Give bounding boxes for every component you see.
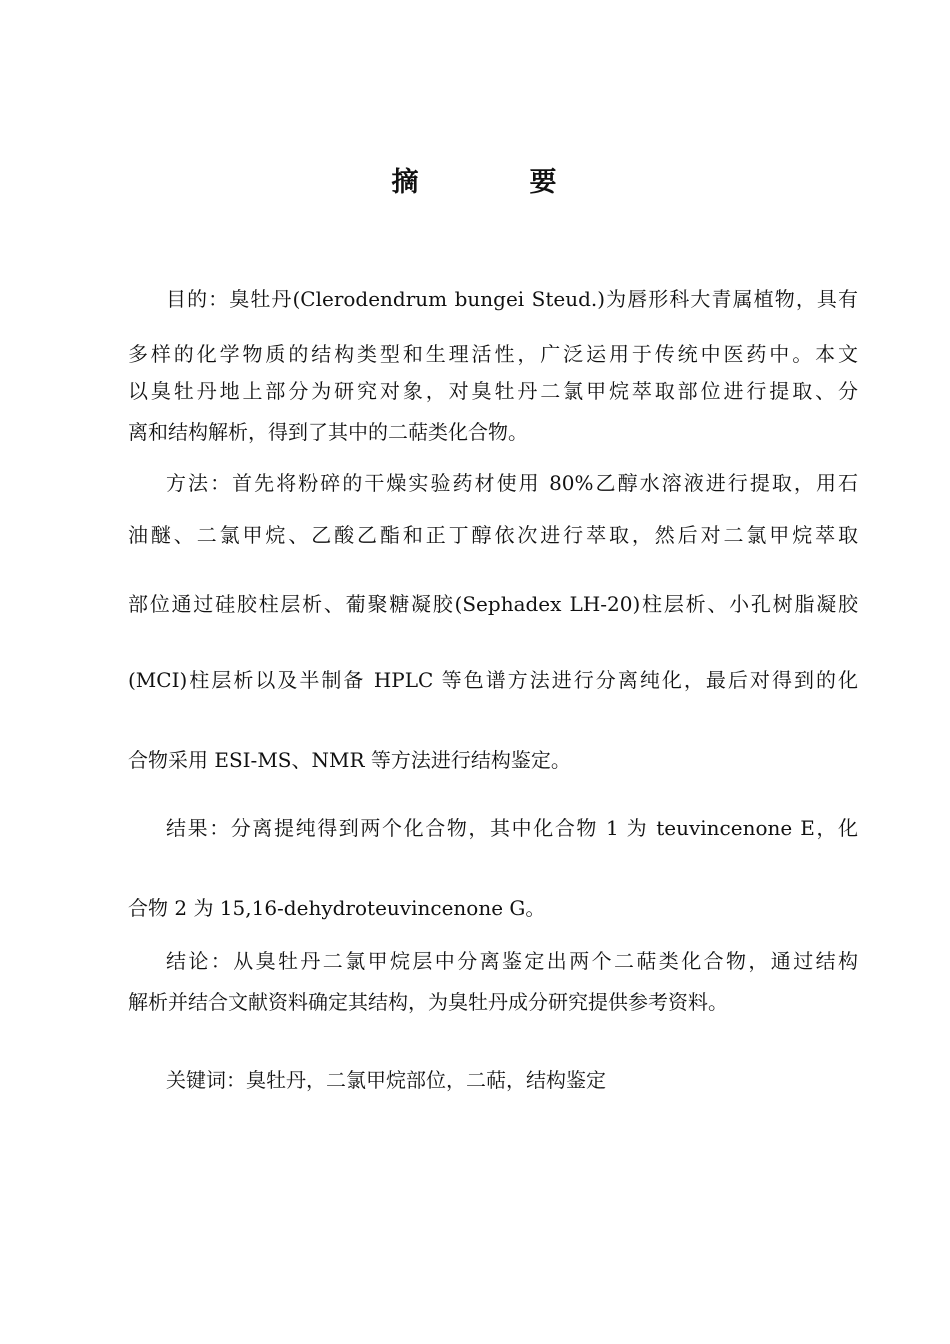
keywords-line [166, 1066, 858, 1094]
conclusion-line-2: 解析并结合文献资料确定其结构，为臭牡丹成分研究提供参考资料。 [128, 990, 728, 1014]
page-title: 摘 要 [391, 167, 599, 198]
method-line-4: (MCI)柱层析以及半制备 HPLC 等色谱方法进行分离纯化，最后对得到的化 [128, 668, 858, 692]
method-line-3: 部位通过硅胶柱层析、葡聚糖凝胶(Sephadex LH-20)柱层析、小孔树脂凝胶 [128, 592, 858, 616]
purpose-line-2: 多样的化学物质的结构类型和生理活性，广泛运用于传统中医药中。本文 [128, 342, 858, 366]
result-line-2: 合物 2 为 15,16-dehydroteuvincenone G。 [128, 896, 546, 920]
result-line-1: 结果：分离提纯得到两个化合物，其中化合物 1 为 teuvincenone E，化 [166, 816, 858, 840]
conclusion-line-1: 结论：从臭牡丹二氯甲烷层中分离鉴定出两个二萜类化合物，通过结构 [166, 949, 858, 973]
purpose-line-3: 以臭牡丹地上部分为研究对象，对臭牡丹二氯甲烷萃取部位进行提取、分 [128, 379, 858, 403]
method-line-2: 油醚、二氯甲烷、乙酸乙酯和正丁醇依次进行萃取，然后对二氯甲烷萃取 [128, 523, 858, 547]
method-line-5: 合物采用 ESI-MS、NMR 等方法进行结构鉴定。 [128, 748, 571, 772]
purpose-line-4: 离和结构解析，得到了其中的二萜类化合物。 [128, 420, 528, 444]
keywords-label: 关键词： [166, 1068, 246, 1092]
purpose-line-1: 目的：臭牡丹(Clerodendrum bungei Steud.)为唇形科大青属植物，具有 [166, 287, 858, 311]
method-line-1: 方法：首先将粉碎的干燥实验药材使用 80%乙醇水溶液进行提取，用石 [166, 471, 858, 495]
keywords-text: 臭牡丹，二氯甲烷部位，二萜，结构鉴定 [246, 1068, 606, 1092]
